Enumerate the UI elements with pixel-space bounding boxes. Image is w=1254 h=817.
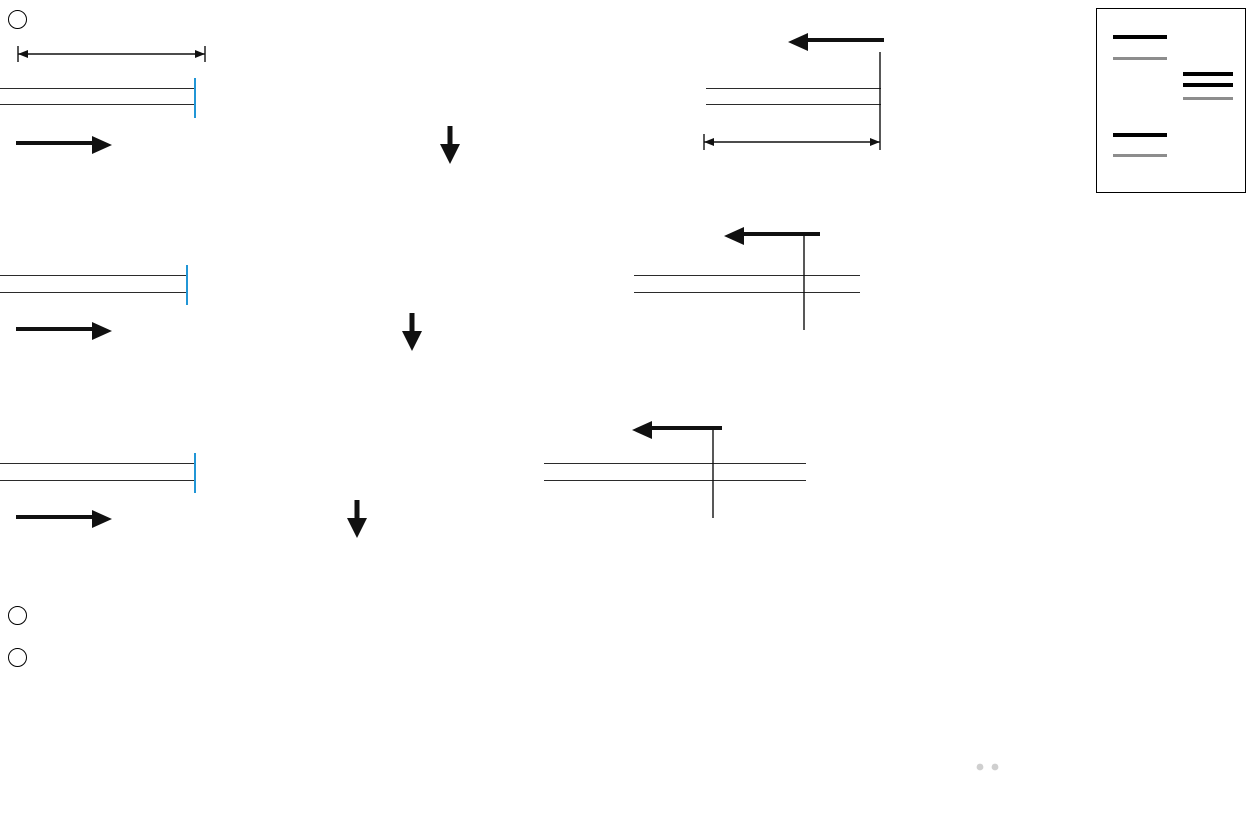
allele-3-p2-arrow (630, 410, 730, 520)
gel-band-lane-a-112-stutter (1113, 57, 1167, 60)
allele-1-repeat-row-top (194, 78, 196, 98)
allele-1-down-arrow (438, 126, 462, 166)
allele-1-repeat-row-bottom (194, 98, 196, 118)
watermark (962, 735, 1242, 795)
allele-2-repeat-row-top (186, 265, 188, 285)
left-40bp-measure (14, 32, 214, 62)
allele-1-left-strand-top (0, 88, 194, 89)
allele-2-p1-arrow (14, 322, 114, 344)
allele-2-left-strand-bottom (0, 292, 186, 293)
allele-2-left-strand-top (0, 275, 186, 276)
allele-1-right-strand-top (706, 88, 881, 89)
allele-2-down-arrow (400, 313, 424, 353)
allele-1-left-strand-bottom (0, 104, 194, 105)
gel-band-lane-b-108 (1183, 72, 1233, 76)
allele-3-left-strand-top (0, 463, 194, 464)
gel-band-lane-b-108b (1183, 83, 1233, 87)
gel-band-lane-b-108-stutter (1183, 97, 1233, 100)
allele-1-p2-arrow (786, 32, 886, 54)
step-1-marker (8, 10, 27, 29)
allele-3-left-strand-bottom (0, 480, 194, 481)
gel-band-lane-a-102-stutter (1113, 154, 1167, 157)
gel-band-lane-a-112 (1113, 35, 1167, 39)
allele-3-down-arrow (345, 500, 369, 540)
autoradiograph-panel (1096, 8, 1246, 193)
allele-3-p1-arrow (14, 510, 114, 532)
step-3-marker (8, 648, 27, 667)
allele-3-repeat-row-bottom (194, 473, 196, 493)
right-40bp-measure (700, 130, 890, 158)
allele-2-p2-arrow (722, 222, 822, 332)
allele-1-right-strand-bottom (706, 104, 881, 105)
cloud-icon (962, 748, 1016, 782)
allele-2-repeat-row-bottom (186, 285, 188, 305)
allele-3-repeat-row-top (194, 453, 196, 473)
step-2-marker (8, 606, 27, 625)
allele-1-p1-arrow (14, 136, 114, 158)
gel-band-lane-a-102 (1113, 133, 1167, 137)
